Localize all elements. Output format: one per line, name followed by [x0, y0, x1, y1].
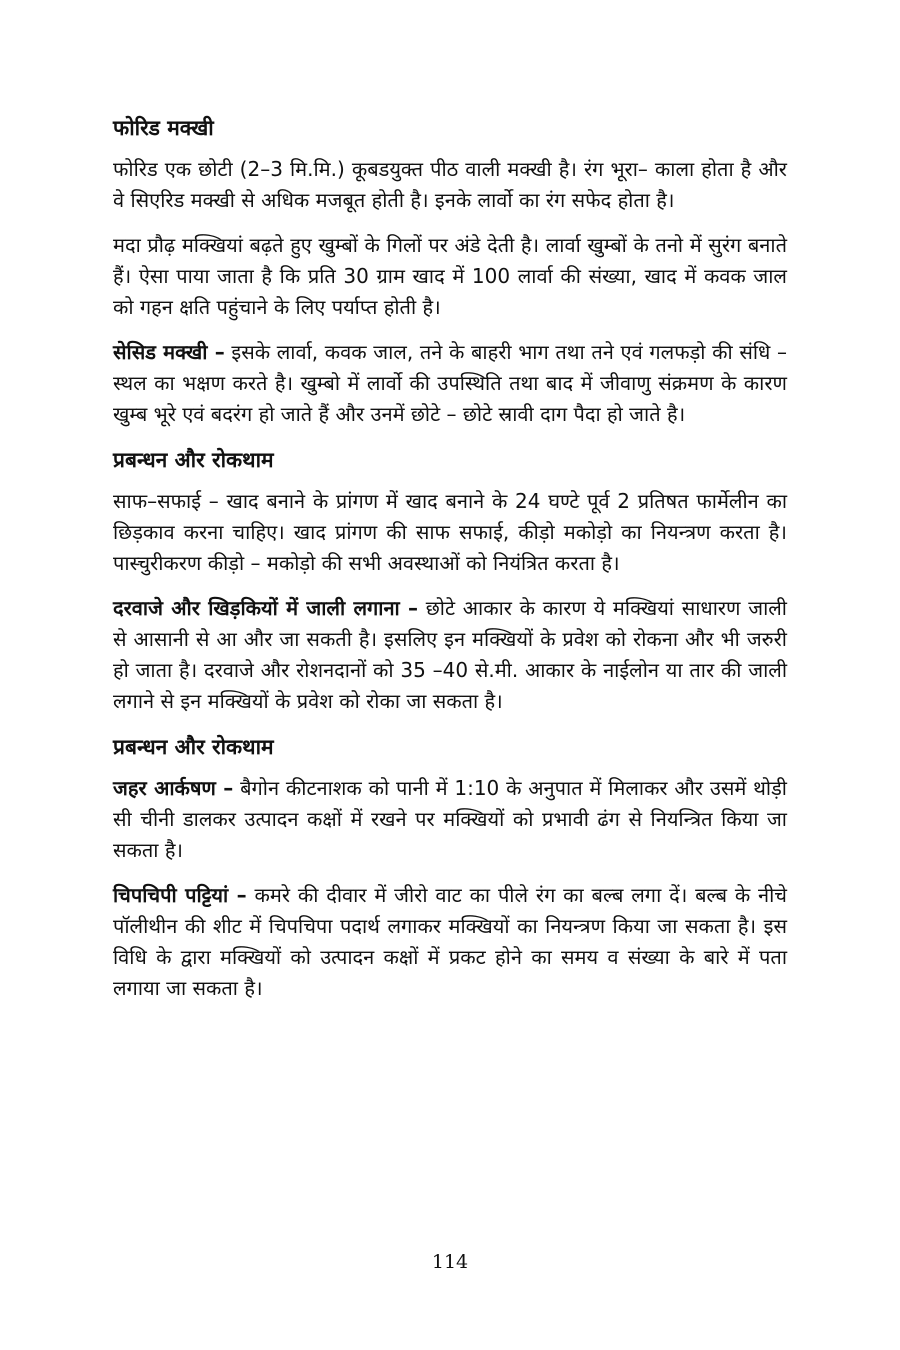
section-management-1: [113, 444, 787, 717]
section-management-2: [113, 731, 787, 1004]
section-heading: प्रबन्धन और रोकथाम: [113, 735, 274, 759]
paragraph-lead: चिपचिपी पट्टियां –: [113, 883, 247, 907]
paragraph: [113, 230, 787, 323]
paragraph: [113, 486, 787, 579]
section-phorid-fly: [113, 112, 787, 430]
paragraph-lead: दरवाजे और खिड़कियों में जाली लगाना –: [113, 596, 419, 620]
paragraph-text: मदा प्रौढ़ मक्खियां बढ़ते हुए खुम्बों के गिलों पर अंडे देती है। लार्वा खुम्बों के तनो में सुरंग बनाते हैं। ऐसा पाया जाता है कि प्रति 30 ग्राम खाद में 100 लार्वा की संख्या, खाद में कवक जाल को गहन क्षति पहुंचाने के लिए पर्याप्त होती है।: [113, 233, 787, 319]
page-number: 114: [431, 1251, 469, 1273]
section-heading: फोरिड मक्खी: [113, 116, 214, 140]
paragraph-text: बैगोन कीटनाशक को पानी में 1:10 के अनुपात में मिलाकर और उसमें थोड़ी सी चीनी डालकर उत्पादन कक्षों में रखने पर मक्खियों को प्रभावी ढंग से नियन्त्रित किया जा सकता है।: [113, 776, 787, 862]
paragraph: [113, 593, 787, 717]
paragraph-lead: जहर आर्कषण –: [113, 776, 234, 800]
paragraph-text: इसके लार्वा, कवक जाल, तने के बाहरी भाग तथा तने एवं गलफड़ो की संधि – स्थल का भक्षण करते है। खुम्बो में लार्वो की उपस्थिति तथा बाद में जीवाणु संक्रमण के कारण खुम्ब भूरे एवं बदरंग हो जाते हैं और उनमें छोटे – छोटे स्रावी दाग पैदा हो जाते है।: [113, 340, 787, 426]
paragraph-text: साफ–सफाई – खाद बनाने के प्रांगण में खाद बनाने के 24 घण्टे पूर्व 2 प्रतिषत फार्मेलीन का छिड़काव करना चाहिए। खाद प्रांगण की साफ सफाई, कीड़ो मकोड़ो का नियन्त्रण करता है। पास्चुरीकरण कीड़ो – मकोड़ो की सभी अवस्थाओं को नियंत्रित करता है।: [113, 489, 787, 575]
paragraph-text: फोरिड एक छोटी (2–3 मि.मि.) कूबडयुक्त पीठ वाली मक्खी है। रंग भूरा– काला होता है और वे सिएरिड मक्खी से अधिक मजबूत होती है। इनके लार्वो का रंग सफेद होता है।: [113, 157, 787, 212]
paragraph-text: कमरे की दीवार में जीरो वाट का पीले रंग का बल्ब लगा दें। बल्ब के नीचे पॉलीथीन की शीट में चिपचिपा पदार्थ लगाकर मक्खियों का नियन्त्रण किया जा सकता है। इस विधि के द्वारा मक्खियों को उत्पादन कक्षों में प्रकट होने का समय व संख्या के बारे में पता लगाया जा सकता है।: [113, 883, 788, 1000]
paragraph: [113, 773, 787, 866]
paragraph: [113, 154, 787, 216]
paragraph-lead: सेसिड मक्खी –: [113, 340, 225, 364]
paragraph-text: छोटे आकार के कारण ये मक्खियां साधारण जाली से आसानी से आ और जा सकती है। इसलिए इन मक्खियों के प्रवेश को रोकना और भी जरुरी हो जाता है। दरवाजे और रोशनदानों को 35 –40 से.मी. आकार के नाईलोन या तार की जाली लगाने से इन मक्खियों के प्रवेश को रोका जा सकता है।: [113, 596, 787, 713]
document-body: [113, 112, 787, 1018]
paragraph: [113, 337, 787, 430]
section-heading: प्रबन्धन और रोकथाम: [113, 448, 274, 472]
paragraph: [113, 880, 787, 1004]
